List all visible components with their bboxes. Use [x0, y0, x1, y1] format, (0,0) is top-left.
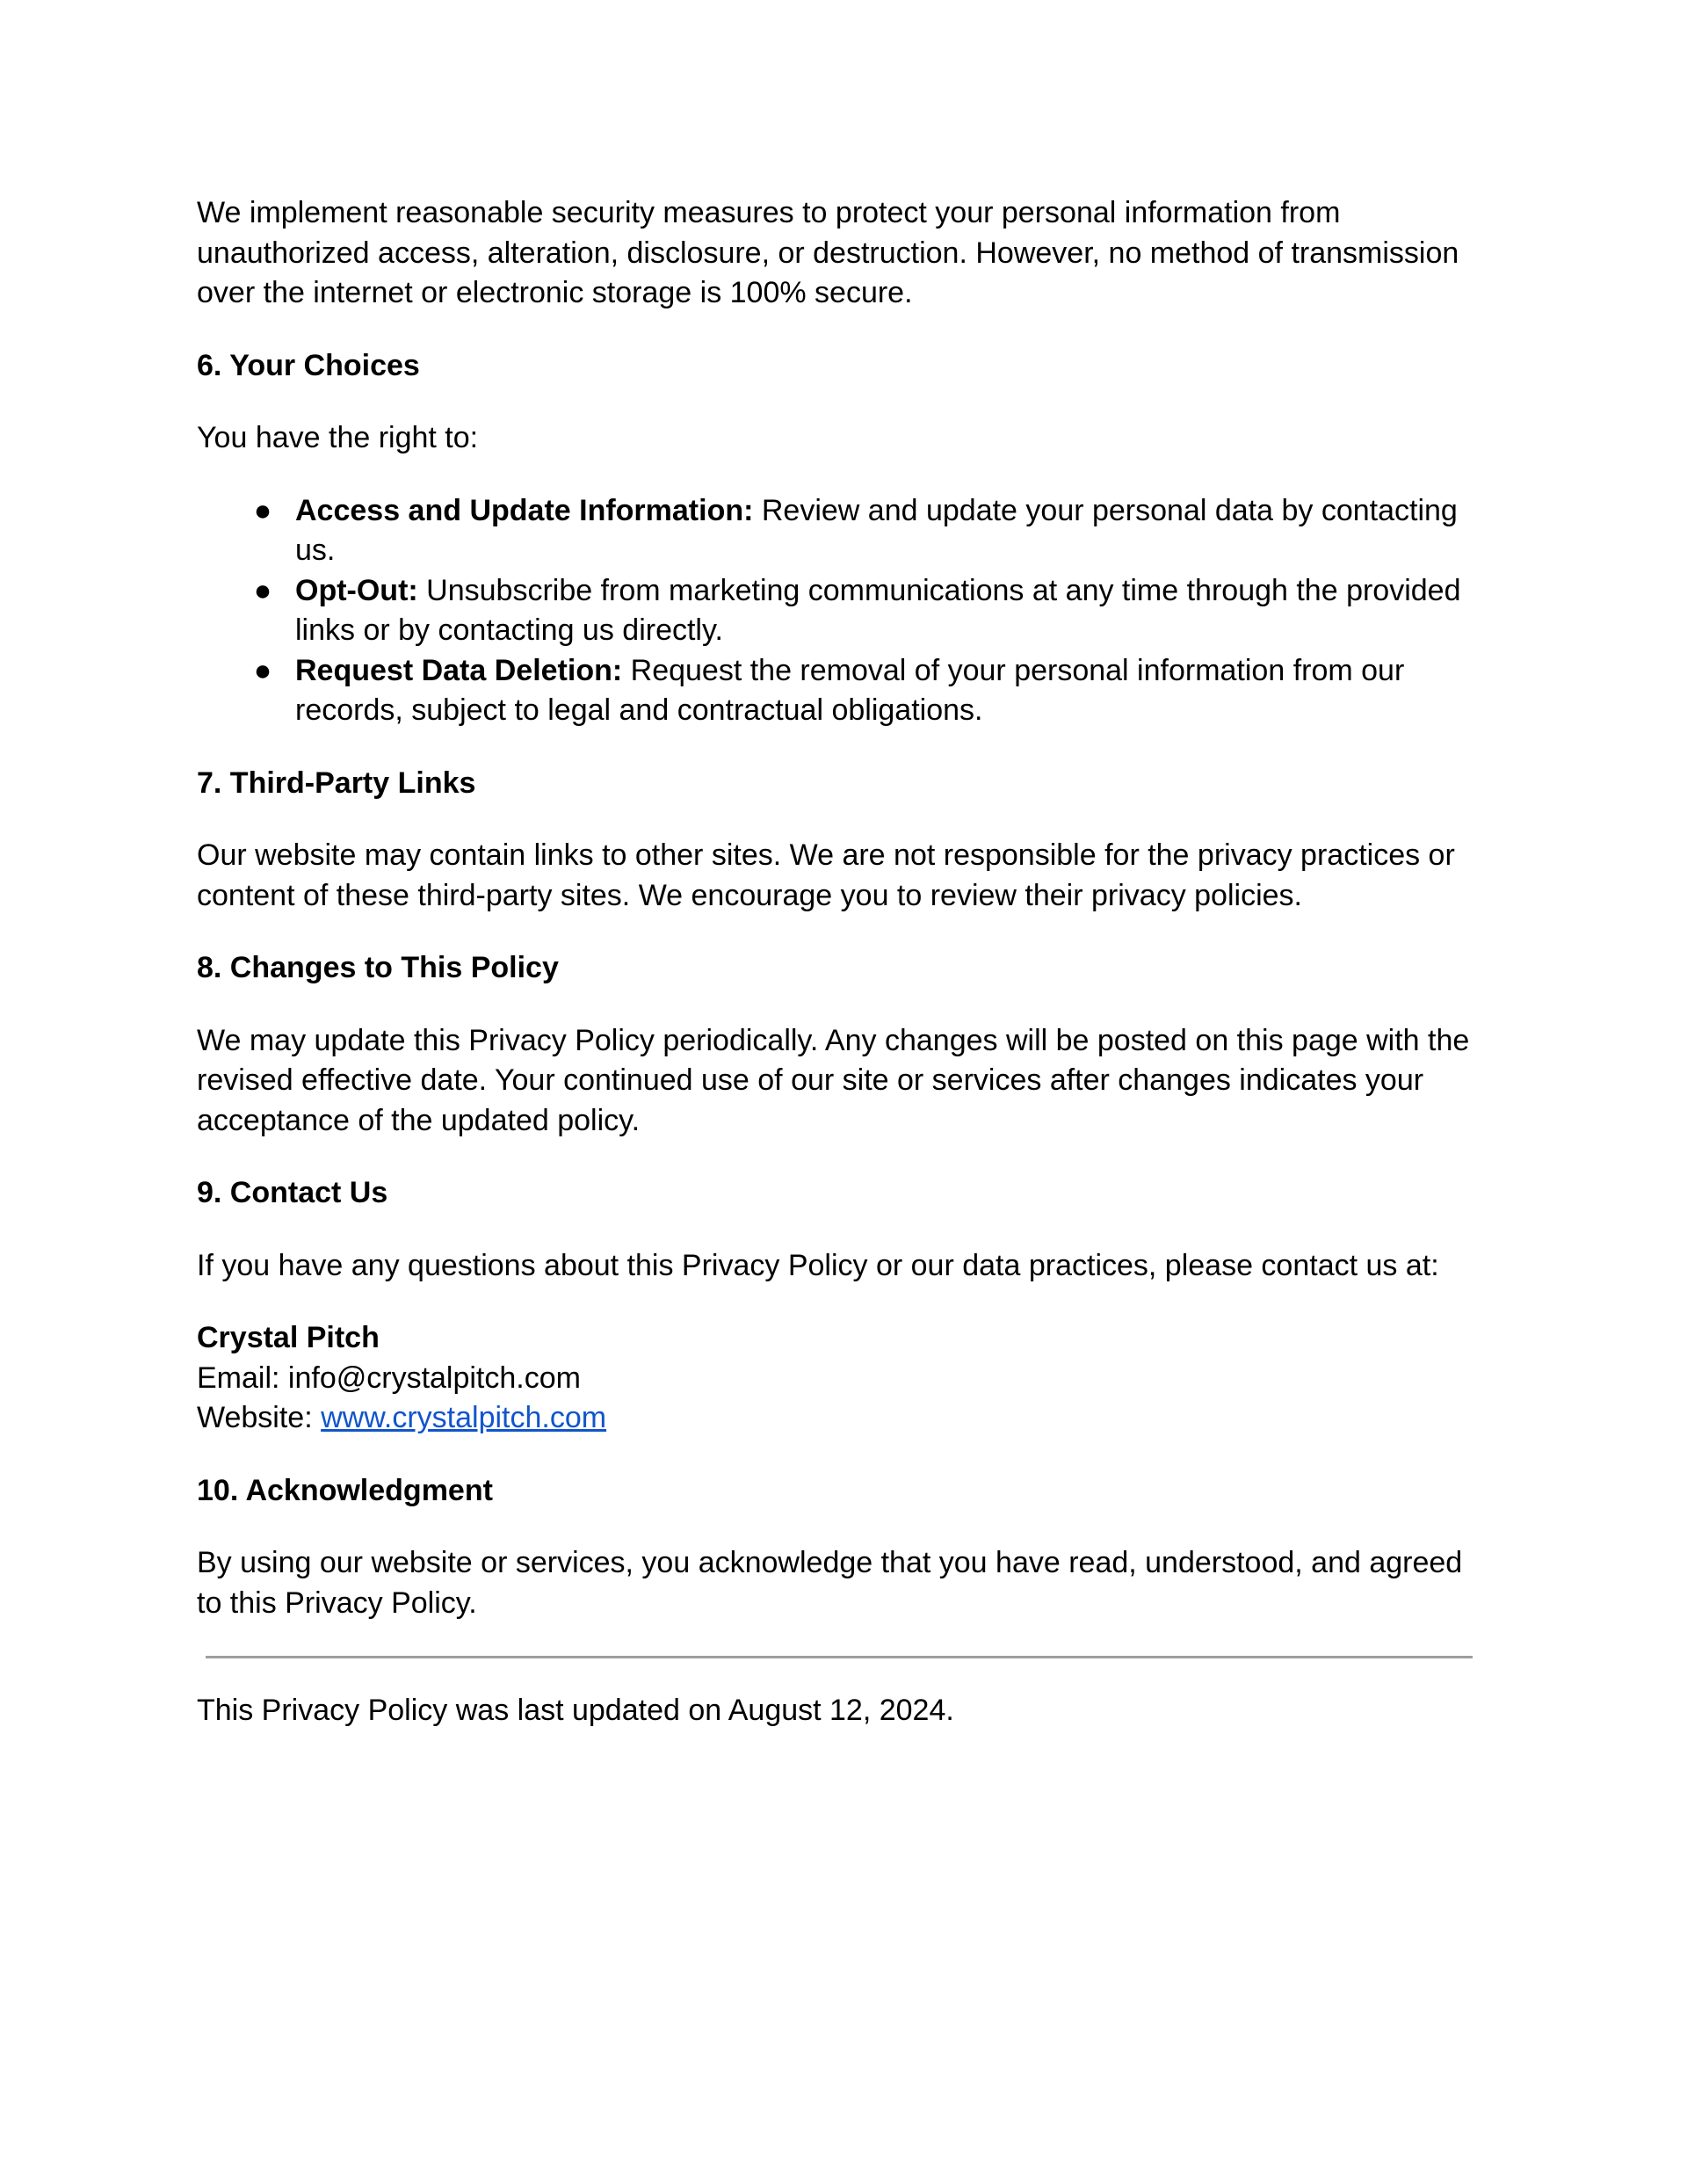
rights-description: Unsubscribe from marketing communications at any time through the provided links or by contacting us directly. — [295, 573, 1461, 647]
bullet-icon: ● — [253, 573, 272, 607]
bullet-icon: ● — [253, 493, 272, 527]
website-label: Website: — [197, 1401, 322, 1434]
section-10-body: By using our website or services, you acknowledge that you have read, understood, and agreed to this Privacy Policy. — [197, 1546, 1463, 1620]
section-7-heading: 7. Third-Party Links — [197, 765, 476, 800]
website-line — [197, 1398, 1490, 1439]
email-line: Email: info@crystalpitch.com — [197, 1360, 581, 1395]
section-9-body: If you have any questions about this Privacy Policy or our data practices, please contact us at: — [197, 1248, 1439, 1282]
rights-term: Opt-Out: — [295, 573, 418, 607]
bullet-icon: ● — [253, 653, 272, 687]
section-7-body: Our website may contain links to other sites. We are not responsible for the privacy practices or content of these third-party sites. We encourage you to review their privacy policies. — [197, 838, 1455, 912]
section-8-body: We may update this Privacy Policy periodically. Any changes will be posted on this page with the revised effective date. Your continued use of our site or services after changes indicates your acceptance of the updated policy. — [197, 1023, 1470, 1137]
company-name: Crystal Pitch — [197, 1321, 380, 1354]
section-8-heading: 8. Changes to This Policy — [197, 951, 559, 984]
rights-description: Request the removal of your personal information from our records, subject to legal and contractual obligations. — [295, 653, 1405, 727]
rights-term: Access and Update Information: — [295, 493, 754, 527]
section-6-heading: 6. Your Choices — [197, 348, 420, 382]
rights-description: Review and update your personal data by contacting us. — [295, 493, 1458, 567]
rights-list — [197, 491, 1490, 731]
rights-list-item — [197, 491, 1490, 571]
section-10-heading: 10. Acknowledgment — [197, 1473, 493, 1507]
section-9-heading: 9. Contact Us — [197, 1176, 388, 1209]
rights-term: Request Data Deletion: — [295, 653, 623, 687]
contact-block — [197, 1318, 1490, 1439]
document-page — [197, 193, 1490, 1764]
rights-list-item — [197, 651, 1490, 731]
website-link[interactable]: www.crystalpitch.com — [321, 1401, 607, 1434]
last-updated-note: This Privacy Policy was last updated on August 12, 2024. — [197, 1694, 954, 1727]
security-paragraph: We implement reasonable security measures to protect your personal information from unauthorized access, alteration, disclosure, or destruction. However, no method of transmission over the internet or electronic storage is 100% secure. — [197, 196, 1459, 309]
section-6-intro: You have the right to: — [197, 421, 479, 454]
horizontal-divider — [206, 1656, 1473, 1658]
rights-list-item — [197, 571, 1490, 651]
